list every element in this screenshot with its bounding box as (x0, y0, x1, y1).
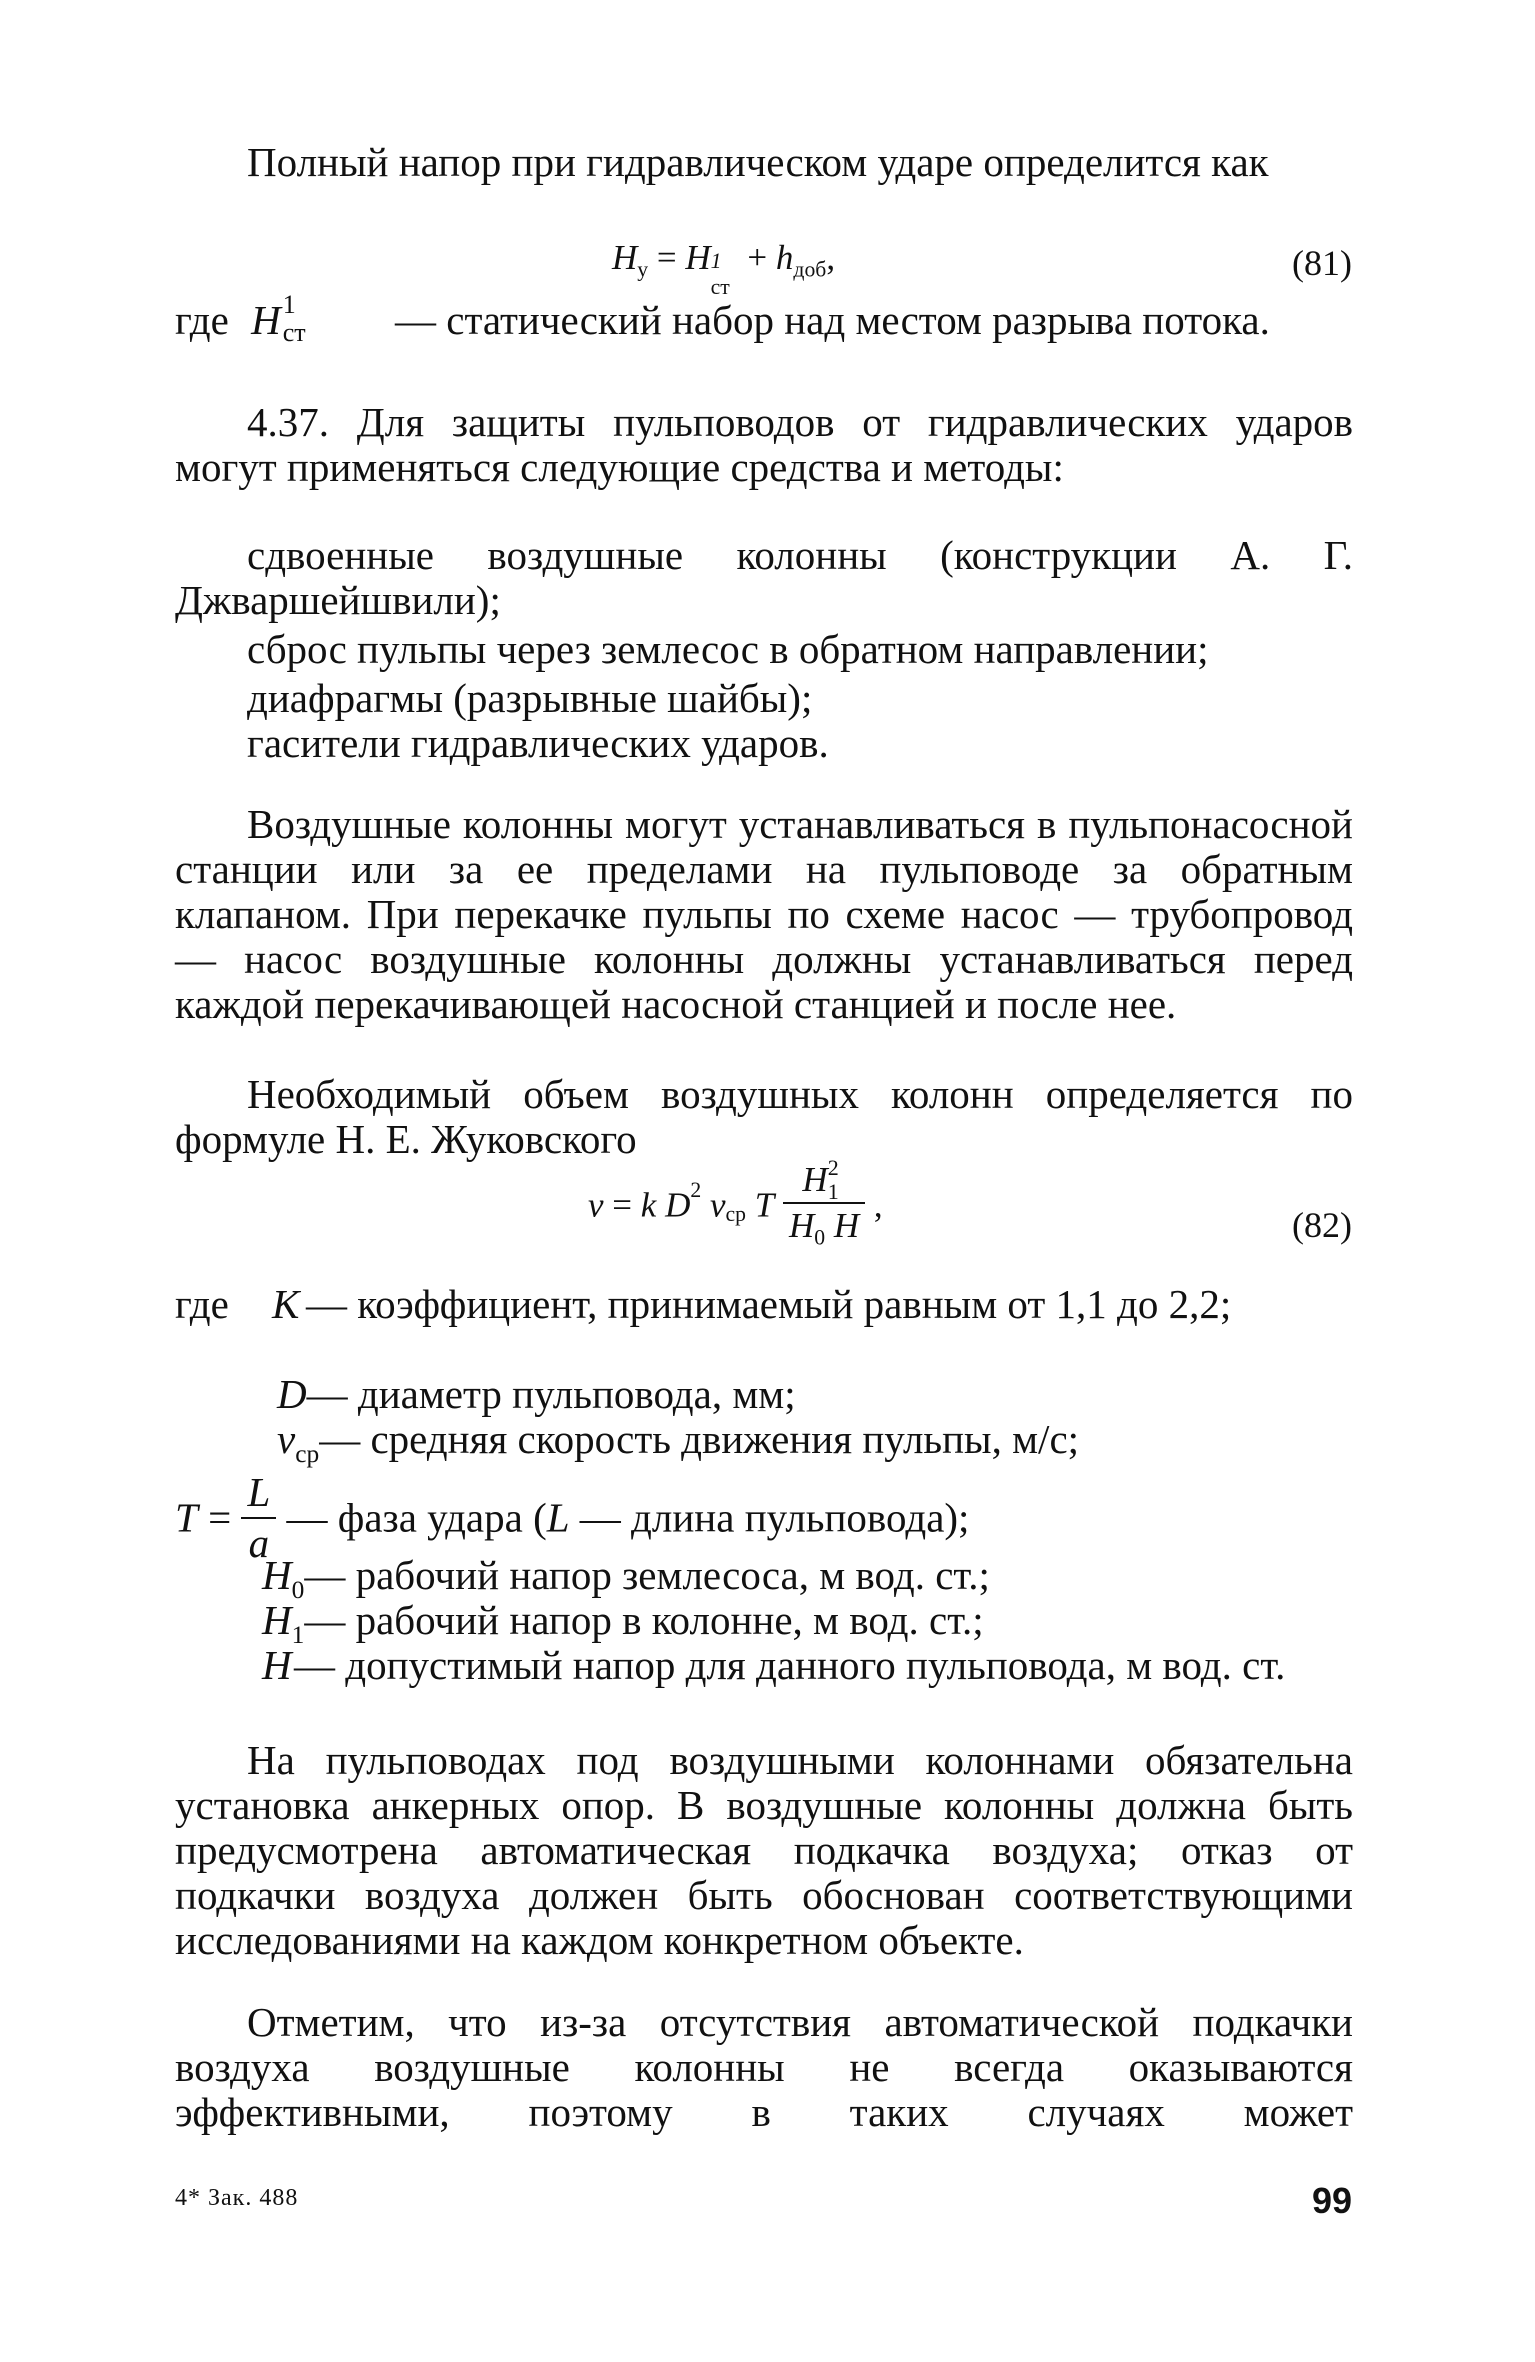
formula-81-explanation: где H 1 ст (175, 290, 306, 347)
paragraph-volume (175, 1072, 1353, 1162)
print-order-mark: 4* Зак. 488 (175, 2185, 299, 2211)
legend-symbol: H (262, 1642, 292, 1688)
legend-symbol: K (272, 1281, 300, 1327)
paragraph-text: 4.37. Для защиты пульповодов от гидравлических ударов могут применяться следующие средства и методы: (175, 399, 1353, 490)
list-item: гасители гидравлических ударов. (247, 720, 829, 766)
legend-item: D— диаметр пульповода, мм; (277, 1371, 796, 1417)
legend-item: — коэффициент, принимаемый равным от 1,1 до 2,2; (306, 1281, 1232, 1327)
formula-82-number: (82) (1292, 1205, 1352, 1245)
paragraph-text: Воздушные колонны могут устанавливаться в пульпонасосной станции или за ее пределами на пульповоде за обратным клапаном. При перекачке пульпы по схеме насос — трубопровод — насос воздушные колонны должны устанавливаться перед каждой перекачивающей насосной станцией и после нее. (175, 801, 1353, 1027)
paragraph-text: Полный напор при гидравлическом ударе определится как (247, 139, 1269, 185)
paragraph-note (175, 2000, 1353, 2135)
formula-81: $H_у = H$ 1 ст + $h_{доб}$, (612, 238, 836, 299)
list-item: сдвоенные воздушные колонны (конструкции А. Г. Джваршейшвили); (175, 532, 1353, 623)
list-item: диафрагмы (разрывные шайбы); (247, 675, 813, 721)
paragraph-text: На пульповодах под воздушными колоннами обязательна установка анкерных опор. В воздушные колонны должна быть предусмотрена автоматическая подкачка воздуха; отказ от подкачки воздуха должен быть обоснован соответствующими исследованиями на каждом конкретном объекте. (175, 1737, 1353, 1963)
legend-prefix: где (175, 1281, 229, 1327)
legend-item: $H_0—$ рабочий напор землесоса, м вод. ст.; (262, 1552, 990, 1604)
legend-item: $H_1—$ рабочий напор в колонне, м вод. ст.; (262, 1597, 984, 1649)
legend-item: $v_{ср}—$ средняя скорость движения пульпы, м/с; (277, 1416, 1080, 1468)
formula-82-fraction: H 2 1 $H_0$ H (783, 1160, 865, 1251)
formula-81-explanation-text: — статический набор над местом разрыва потока. (395, 297, 1270, 343)
list-item: сброс пульпы через землесос в обратном направлении; (247, 626, 1209, 672)
legend-item: — допустимый напор для данного пульповода, м вод. ст. (294, 1642, 1286, 1688)
methods-list (175, 533, 1353, 766)
formula-81-number: (81) (1292, 243, 1352, 283)
legend-item: T = $\frac{L}{a}$ — фаза удара (L — длина пульповода); (175, 1469, 970, 1566)
paragraph-intro (175, 140, 1353, 185)
phase-fraction: $\frac{L}{a}$ (241, 1470, 276, 1566)
paragraph-air-columns (175, 802, 1353, 1027)
formula-82: v = k $D^2$ $v_{ср}$ T H 2 1 $H_0$ H , (588, 1155, 883, 1250)
page-number: 99 (1311, 2180, 1352, 2221)
paragraph-text: Необходимый объем воздушных колонн определяется по формуле Н. Е. Жуковского (175, 1071, 1353, 1162)
paragraph-anchor-supports (175, 1738, 1353, 1963)
section-4-37 (175, 400, 1353, 490)
paragraph-text: Отметим, что из-за отсутствия автоматической подкачки воздуха воздушные колонны не всегда оказываются эффективными, поэтому в таких случаях может (175, 1999, 1353, 2135)
